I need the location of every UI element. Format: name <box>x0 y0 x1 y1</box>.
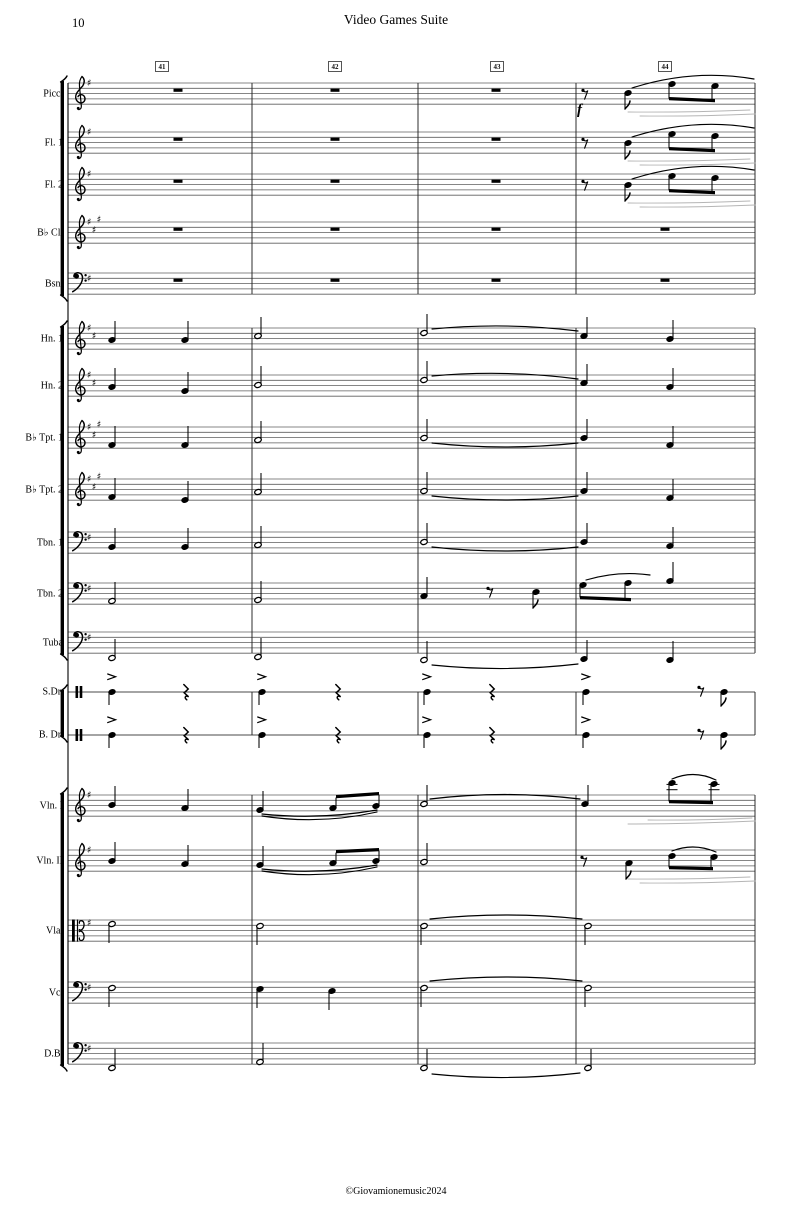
measure-number-41: 41 <box>155 61 169 72</box>
staff-label-tbn1: Tbn. 1 <box>36 537 63 549</box>
staff-label-bb-tpt1: B♭ Tpt. 1 <box>25 432 63 444</box>
svg-text:♯: ♯ <box>86 78 92 90</box>
copyright: ©Giovamionemusic2024 <box>345 1186 447 1197</box>
staff-label-vln1: Vln. I <box>39 800 63 812</box>
svg-text:♯: ♯ <box>86 917 92 929</box>
svg-text:♯: ♯ <box>86 982 92 994</box>
svg-text:♯: ♯ <box>86 273 92 285</box>
svg-text:♯: ♯ <box>91 430 97 442</box>
svg-text:♯: ♯ <box>86 323 92 335</box>
svg-text:♯: ♯ <box>86 632 92 644</box>
svg-text:♯: ♯ <box>91 378 97 390</box>
svg-text:♯: ♯ <box>86 127 92 139</box>
svg-text:♯: ♯ <box>86 1043 92 1055</box>
svg-text:♯: ♯ <box>96 471 102 483</box>
staff-label-db: D.B. <box>44 1048 63 1060</box>
staff-label-vla: Vla. <box>46 925 63 937</box>
staff-label-vc: Vc. <box>48 987 63 999</box>
measure-number-44: 44 <box>658 61 672 72</box>
staff-label-bb-cl: B♭ Cl. <box>37 227 63 239</box>
measure-number-42: 42 <box>328 61 342 72</box>
staff-label-hn2: Hn. 2 <box>40 380 63 392</box>
svg-text:♯: ♯ <box>91 331 97 343</box>
staff-label-picc: Picc. <box>43 88 63 100</box>
svg-text:♯: ♯ <box>96 419 102 431</box>
svg-text:♯: ♯ <box>86 845 92 857</box>
staff-label-hn1: Hn. 1 <box>40 333 63 345</box>
svg-text:♯: ♯ <box>91 482 97 494</box>
svg-text:♯: ♯ <box>91 225 97 237</box>
svg-text:♯: ♯ <box>86 532 92 544</box>
staff-label-tuba: Tuba <box>42 637 63 649</box>
staff-label-bdr: B. Dr. <box>38 729 63 741</box>
svg-text:♯: ♯ <box>86 790 92 802</box>
staff-label-sdr: S.Dr. <box>42 686 63 698</box>
staff-label-tbn2: Tbn. 2 <box>36 588 63 600</box>
measure-number-43: 43 <box>490 61 504 72</box>
svg-text:♯: ♯ <box>86 474 92 486</box>
page-number: 10 <box>72 16 85 30</box>
svg-text:♯: ♯ <box>86 169 92 181</box>
page-title: Video Games Suite <box>343 12 449 27</box>
staff-label-vln2: Vln. II <box>36 855 63 867</box>
staff-label-bb-tpt2: B♭ Tpt. 2 <box>25 484 63 496</box>
svg-text:♯: ♯ <box>86 583 92 595</box>
svg-text:♯: ♯ <box>86 217 92 229</box>
dynamic-marking-f: f <box>577 102 582 118</box>
svg-text:♯: ♯ <box>86 422 92 434</box>
svg-text:♯: ♯ <box>96 214 102 226</box>
svg-text:♯: ♯ <box>86 370 92 382</box>
staff-label-fl2: Fl. 2 <box>44 179 63 191</box>
staff-label-fl1: Fl. 1 <box>44 137 63 149</box>
staff-label-bsn: Bsn. <box>44 278 63 290</box>
